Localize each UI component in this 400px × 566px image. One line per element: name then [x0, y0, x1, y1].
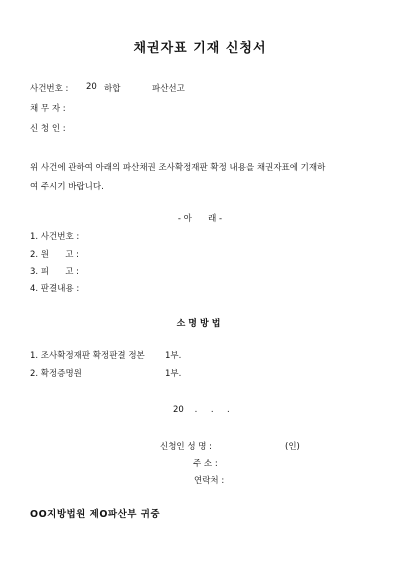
address-label: 주 소 :: [193, 459, 218, 469]
item-case-number: 1. 사건번호 :: [30, 232, 80, 242]
case-name: 파산선고: [152, 84, 185, 94]
method-2-qty: 1부.: [165, 369, 182, 379]
contact-label: 연락처 :: [194, 476, 225, 486]
evidence-heading: 소명방법: [176, 319, 224, 329]
document-title: 채권자표 기재 신청서: [133, 41, 267, 56]
case-number-label: 사건번호 :: [30, 84, 69, 94]
method-1-qty: 1부.: [165, 351, 182, 361]
item-defendant: 3. 피 고 :: [30, 267, 80, 277]
court-addressee: OO지방법원 제O파산부 귀중: [30, 509, 161, 520]
below-heading: - 아 래 -: [177, 214, 223, 224]
applicant-name-label: 신청인 성 명 :: [160, 442, 213, 452]
item-plaintiff: 2. 원 고 :: [30, 250, 80, 260]
case-year: 20: [86, 82, 97, 92]
case-type-code: 하합: [104, 84, 121, 94]
debtor-label: 채 무 자 :: [30, 104, 66, 114]
item-judgment: 4. 판결내용 :: [30, 284, 80, 294]
method-2-label: 2. 확정증명원: [30, 369, 82, 379]
applicant-label: 신 청 인 :: [30, 124, 66, 134]
date-line: 20 . . .: [173, 405, 230, 415]
seal-mark: (인): [285, 442, 300, 452]
request-body-line-2: 여 주시기 바랍니다.: [30, 182, 104, 192]
method-1-label: 1. 조사확정재판 확정판결 정본: [30, 351, 145, 361]
request-body-line-1: 위 사건에 관하여 아래의 파산채권 조사확정재판 확정 내용을 채권자표에 기재하: [30, 163, 326, 173]
